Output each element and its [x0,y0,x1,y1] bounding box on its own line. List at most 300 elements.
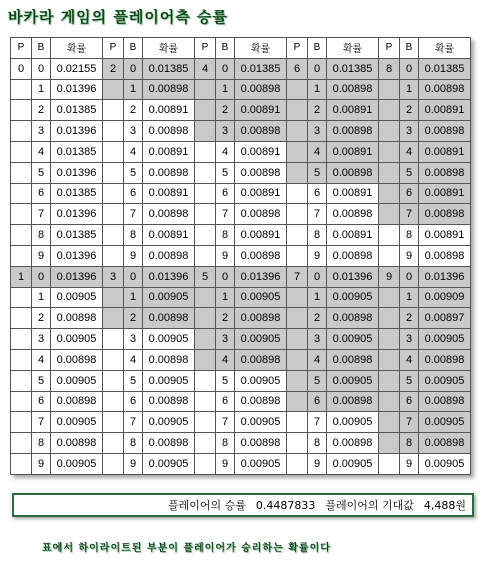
probability-cell: 0.01385 [419,58,471,79]
player-score-cell [103,204,124,225]
banker-score-cell: 1 [400,287,419,308]
player-score-cell [11,329,32,350]
banker-score-cell: 5 [124,370,143,391]
banker-score-cell: 6 [400,183,419,204]
probability-cell: 0.00898 [327,121,379,142]
probability-cell: 0.00898 [419,349,471,370]
player-score-cell [11,183,32,204]
probability-cell: 0.00898 [327,391,379,412]
banker-score-cell: 4 [216,141,235,162]
player-score-cell [103,141,124,162]
page-title: 바카라 게임의 플레이어측 승률 [8,8,229,26]
player-score-cell [103,412,124,433]
header-p: P [195,38,216,59]
table-row [11,225,471,246]
probability-cell: 0.01385 [327,58,379,79]
player-score-cell: 0 [11,58,32,79]
player-score-cell [11,308,32,329]
banker-score-cell: 3 [400,121,419,142]
banker-score-cell: 0 [124,58,143,79]
banker-score-cell: 5 [216,162,235,183]
player-score-cell [195,391,216,412]
player-score-cell [11,162,32,183]
probability-cell: 0.01396 [51,79,103,100]
probability-cell: 0.00891 [143,100,195,121]
player-score-cell [103,370,124,391]
probability-cell: 0.00898 [51,391,103,412]
banker-score-cell: 1 [216,79,235,100]
banker-score-cell: 9 [216,453,235,474]
player-score-cell [195,141,216,162]
banker-score-cell: 1 [308,79,327,100]
player-score-cell [11,121,32,142]
player-score-cell [287,162,308,183]
player-score-cell [195,349,216,370]
probability-cell: 0.00898 [143,162,195,183]
header-p: P [379,38,400,59]
header-p: P [11,38,32,59]
banker-score-cell: 2 [216,100,235,121]
player-score-cell [379,329,400,350]
probability-cell: 0.02155 [51,58,103,79]
banker-score-cell: 2 [32,100,51,121]
probability-cell: 0.00905 [51,287,103,308]
header-prob: 확률 [143,38,195,59]
banker-score-cell: 7 [32,412,51,433]
banker-score-cell: 8 [216,225,235,246]
probability-cell: 0.00898 [143,79,195,100]
banker-score-cell: 5 [124,162,143,183]
probability-cell: 0.00898 [327,79,379,100]
table-row [11,287,471,308]
probability-cell: 0.00891 [327,100,379,121]
probability-cell: 0.00891 [419,183,471,204]
player-score-cell [287,204,308,225]
table-row [11,79,471,100]
probability-cell: 0.00905 [143,453,195,474]
probability-cell: 0.00905 [51,329,103,350]
header-b: B [216,38,235,59]
banker-score-cell: 7 [124,204,143,225]
banker-score-cell: 2 [124,308,143,329]
probability-cell: 0.00898 [51,433,103,454]
player-score-cell [379,433,400,454]
probability-cell: 0.00891 [419,141,471,162]
probability-cell: 0.00891 [235,141,287,162]
banker-score-cell: 6 [32,183,51,204]
banker-score-cell: 3 [216,121,235,142]
banker-score-cell: 0 [400,266,419,287]
player-score-cell: 2 [103,58,124,79]
probability-cell: 0.00898 [327,433,379,454]
player-score-cell [379,121,400,142]
probability-cell: 0.00905 [235,453,287,474]
probability-cell: 0.00898 [419,79,471,100]
probability-cell: 0.00891 [235,183,287,204]
banker-score-cell: 4 [216,349,235,370]
probability-cell: 0.00905 [235,412,287,433]
probability-cell: 0.00898 [143,121,195,142]
banker-score-cell: 9 [308,453,327,474]
table-row [11,412,471,433]
banker-score-cell: 8 [308,225,327,246]
header-p: P [287,38,308,59]
banker-score-cell: 4 [308,141,327,162]
player-score-cell [103,225,124,246]
probability-cell: 0.01396 [419,266,471,287]
banker-score-cell: 2 [400,100,419,121]
player-score-cell [379,308,400,329]
player-score-cell [379,287,400,308]
banker-score-cell: 9 [124,453,143,474]
probability-cell: 0.01385 [143,58,195,79]
header-p: P [103,38,124,59]
probability-cell: 0.00905 [327,287,379,308]
player-score-cell [287,287,308,308]
banker-score-cell: 6 [308,183,327,204]
player-score-cell [379,370,400,391]
player-score-cell [379,204,400,225]
header-b: B [308,38,327,59]
player-score-cell [11,204,32,225]
banker-score-cell: 8 [124,433,143,454]
banker-score-cell: 1 [308,287,327,308]
banker-score-cell: 6 [124,391,143,412]
banker-score-cell: 5 [400,162,419,183]
banker-score-cell: 6 [216,183,235,204]
probability-cell: 0.00898 [419,204,471,225]
banker-score-cell: 4 [124,141,143,162]
banker-score-cell: 0 [400,58,419,79]
summary-box [12,493,474,517]
banker-score-cell: 6 [308,391,327,412]
banker-score-cell: 2 [216,308,235,329]
player-score-cell [11,79,32,100]
probability-cell: 0.00891 [419,225,471,246]
player-score-cell [11,391,32,412]
probability-cell: 0.01396 [51,162,103,183]
banker-score-cell: 0 [308,58,327,79]
player-score-cell [287,183,308,204]
probability-cell: 0.00905 [143,370,195,391]
table-header-row [11,38,471,59]
probability-cell: 0.00905 [235,287,287,308]
banker-score-cell: 9 [400,245,419,266]
player-score-cell [287,433,308,454]
banker-score-cell: 8 [32,433,51,454]
probability-cell: 0.01385 [51,100,103,121]
probability-cell: 0.00905 [235,329,287,350]
player-score-cell [379,141,400,162]
banker-score-cell: 1 [124,79,143,100]
player-score-cell [195,245,216,266]
player-score-cell: 7 [287,266,308,287]
player-score-cell [287,141,308,162]
banker-score-cell: 9 [32,245,51,266]
banker-score-cell: 3 [124,329,143,350]
probability-cell: 0.00891 [327,225,379,246]
banker-score-cell: 0 [216,266,235,287]
banker-score-cell: 1 [124,287,143,308]
player-score-cell [379,183,400,204]
player-score-cell [195,79,216,100]
player-score-cell [195,329,216,350]
probability-table [10,37,471,475]
probability-cell: 0.00898 [235,391,287,412]
probability-cell: 0.00905 [51,412,103,433]
player-score-cell [287,245,308,266]
player-score-cell [103,287,124,308]
table-row [11,391,471,412]
banker-score-cell: 8 [400,225,419,246]
banker-score-cell: 3 [32,121,51,142]
banker-score-cell: 4 [400,141,419,162]
probability-cell: 0.00905 [327,412,379,433]
probability-cell: 0.00898 [419,245,471,266]
player-score-cell [379,412,400,433]
banker-score-cell: 5 [308,162,327,183]
player-score-cell: 1 [11,266,32,287]
probability-cell: 0.00905 [327,370,379,391]
player-score-cell [287,308,308,329]
player-score-cell [11,287,32,308]
banker-score-cell: 8 [32,225,51,246]
probability-cell: 0.00898 [143,245,195,266]
player-score-cell [11,100,32,121]
banker-score-cell: 9 [400,453,419,474]
header-b: B [400,38,419,59]
probability-cell: 0.00905 [51,370,103,391]
player-score-cell [195,162,216,183]
table-row [11,204,471,225]
table-row [11,266,471,287]
banker-score-cell: 4 [32,141,51,162]
probability-cell: 0.00898 [419,121,471,142]
probability-cell: 0.00905 [419,453,471,474]
player-score-cell: 8 [379,58,400,79]
player-score-cell [11,225,32,246]
player-score-cell: 3 [103,266,124,287]
probability-cell: 0.00891 [327,183,379,204]
player-score-cell [195,370,216,391]
player-score-cell [195,412,216,433]
probability-cell: 0.00898 [419,162,471,183]
banker-score-cell: 7 [32,204,51,225]
probability-cell: 0.00891 [235,100,287,121]
probability-cell: 0.00898 [143,433,195,454]
probability-cell: 0.00905 [51,453,103,474]
banker-score-cell: 6 [400,391,419,412]
player-score-cell [11,245,32,266]
player-score-cell [195,183,216,204]
player-score-cell [103,329,124,350]
banker-score-cell: 8 [216,433,235,454]
footer-note: 표에서 하이라이트된 부분이 플레이어가 승리하는 확률이다 [42,543,331,554]
player-score-cell [103,183,124,204]
banker-score-cell: 9 [32,453,51,474]
player-score-cell [287,453,308,474]
probability-cell: 0.00905 [419,412,471,433]
banker-score-cell: 0 [32,58,51,79]
banker-score-cell: 8 [400,433,419,454]
probability-cell: 0.00898 [143,204,195,225]
probability-cell: 0.01385 [51,141,103,162]
header-prob: 확률 [419,38,471,59]
probability-cell: 0.01396 [143,266,195,287]
player-score-cell [11,453,32,474]
player-score-cell: 5 [195,266,216,287]
player-score-cell [287,412,308,433]
player-score-cell [379,100,400,121]
banker-score-cell: 2 [124,100,143,121]
player-score-cell: 4 [195,58,216,79]
player-score-cell [11,412,32,433]
banker-score-cell: 5 [32,370,51,391]
banker-score-cell: 7 [216,204,235,225]
probability-cell: 0.00898 [235,433,287,454]
banker-score-cell: 3 [308,121,327,142]
probability-cell: 0.00898 [51,308,103,329]
probability-cell: 0.00905 [419,329,471,350]
probability-cell: 0.00898 [327,162,379,183]
banker-score-cell: 7 [308,412,327,433]
banker-score-cell: 1 [400,79,419,100]
probability-cell: 0.01396 [235,266,287,287]
probability-cell: 0.00898 [235,204,287,225]
banker-score-cell: 1 [32,287,51,308]
header-prob: 확률 [235,38,287,59]
banker-score-cell: 5 [308,370,327,391]
player-score-cell [103,349,124,370]
banker-score-cell: 7 [400,204,419,225]
banker-score-cell: 4 [308,349,327,370]
table-row [11,453,471,474]
player-score-cell [103,100,124,121]
win-rate-value: 0.4487833 [255,498,316,512]
probability-cell: 0.00898 [235,121,287,142]
banker-score-cell: 5 [32,162,51,183]
table-row [11,100,471,121]
player-score-cell [195,204,216,225]
win-rate-label: 플레이어의 승률 [167,499,246,512]
banker-score-cell: 0 [308,266,327,287]
probability-cell: 0.00905 [143,412,195,433]
probability-cell: 0.00905 [235,370,287,391]
probability-cell: 0.01396 [51,204,103,225]
player-score-cell [195,433,216,454]
table-row [11,58,471,79]
probability-cell: 0.00891 [419,100,471,121]
banker-score-cell: 5 [400,370,419,391]
probability-cell: 0.00905 [143,329,195,350]
table-row [11,349,471,370]
probability-cell: 0.00898 [327,245,379,266]
player-score-cell [103,79,124,100]
probability-cell: 0.00898 [327,349,379,370]
probability-cell: 0.00891 [143,141,195,162]
player-score-cell [195,225,216,246]
probability-cell: 0.00898 [235,349,287,370]
probability-cell: 0.00898 [419,391,471,412]
player-score-cell: 6 [287,58,308,79]
probability-cell: 0.01385 [51,183,103,204]
probability-cell: 0.01385 [51,225,103,246]
banker-score-cell: 3 [400,329,419,350]
probability-cell: 0.00897 [419,308,471,329]
table-row [11,370,471,391]
expected-value-label: 플레이어의 기대값 [325,499,414,512]
probability-cell: 0.00898 [143,308,195,329]
probability-cell: 0.00909 [419,287,471,308]
banker-score-cell: 6 [32,391,51,412]
player-score-cell [287,225,308,246]
player-score-cell [195,453,216,474]
player-score-cell [11,141,32,162]
player-score-cell [287,121,308,142]
player-score-cell [379,225,400,246]
probability-cell: 0.01396 [51,121,103,142]
probability-cell: 0.01396 [327,266,379,287]
probability-cell: 0.00891 [143,183,195,204]
banker-score-cell: 2 [32,308,51,329]
banker-score-cell: 1 [32,79,51,100]
probability-cell: 0.00898 [235,79,287,100]
banker-score-cell: 8 [124,225,143,246]
player-score-cell [379,391,400,412]
header-b: B [32,38,51,59]
banker-score-cell: 9 [216,245,235,266]
probability-cell: 0.00898 [327,204,379,225]
probability-cell: 0.00898 [235,162,287,183]
probability-cell: 0.01385 [235,58,287,79]
player-score-cell [195,121,216,142]
probability-cell: 0.00898 [235,245,287,266]
banker-score-cell: 3 [124,121,143,142]
probability-cell: 0.00891 [235,225,287,246]
player-score-cell [287,329,308,350]
banker-score-cell: 1 [216,287,235,308]
banker-score-cell: 5 [216,370,235,391]
probability-cell: 0.00905 [143,287,195,308]
banker-score-cell: 6 [124,183,143,204]
banker-score-cell: 7 [308,204,327,225]
table-row [11,329,471,350]
player-score-cell [379,162,400,183]
table-row [11,433,471,454]
player-score-cell [287,100,308,121]
player-score-cell [287,79,308,100]
player-score-cell [103,433,124,454]
player-score-cell [379,349,400,370]
player-score-cell [379,245,400,266]
table-row [11,183,471,204]
expected-value-value: 4,488원 [423,499,466,512]
player-score-cell [287,349,308,370]
header-prob: 확률 [327,38,379,59]
probability-cell: 0.00898 [327,308,379,329]
player-score-cell [379,453,400,474]
table-row [11,141,471,162]
banker-score-cell: 0 [216,58,235,79]
banker-score-cell: 2 [308,100,327,121]
player-score-cell: 9 [379,266,400,287]
player-score-cell [103,391,124,412]
banker-score-cell: 3 [32,329,51,350]
player-score-cell [11,349,32,370]
player-score-cell [195,287,216,308]
banker-score-cell: 2 [308,308,327,329]
banker-score-cell: 6 [216,391,235,412]
